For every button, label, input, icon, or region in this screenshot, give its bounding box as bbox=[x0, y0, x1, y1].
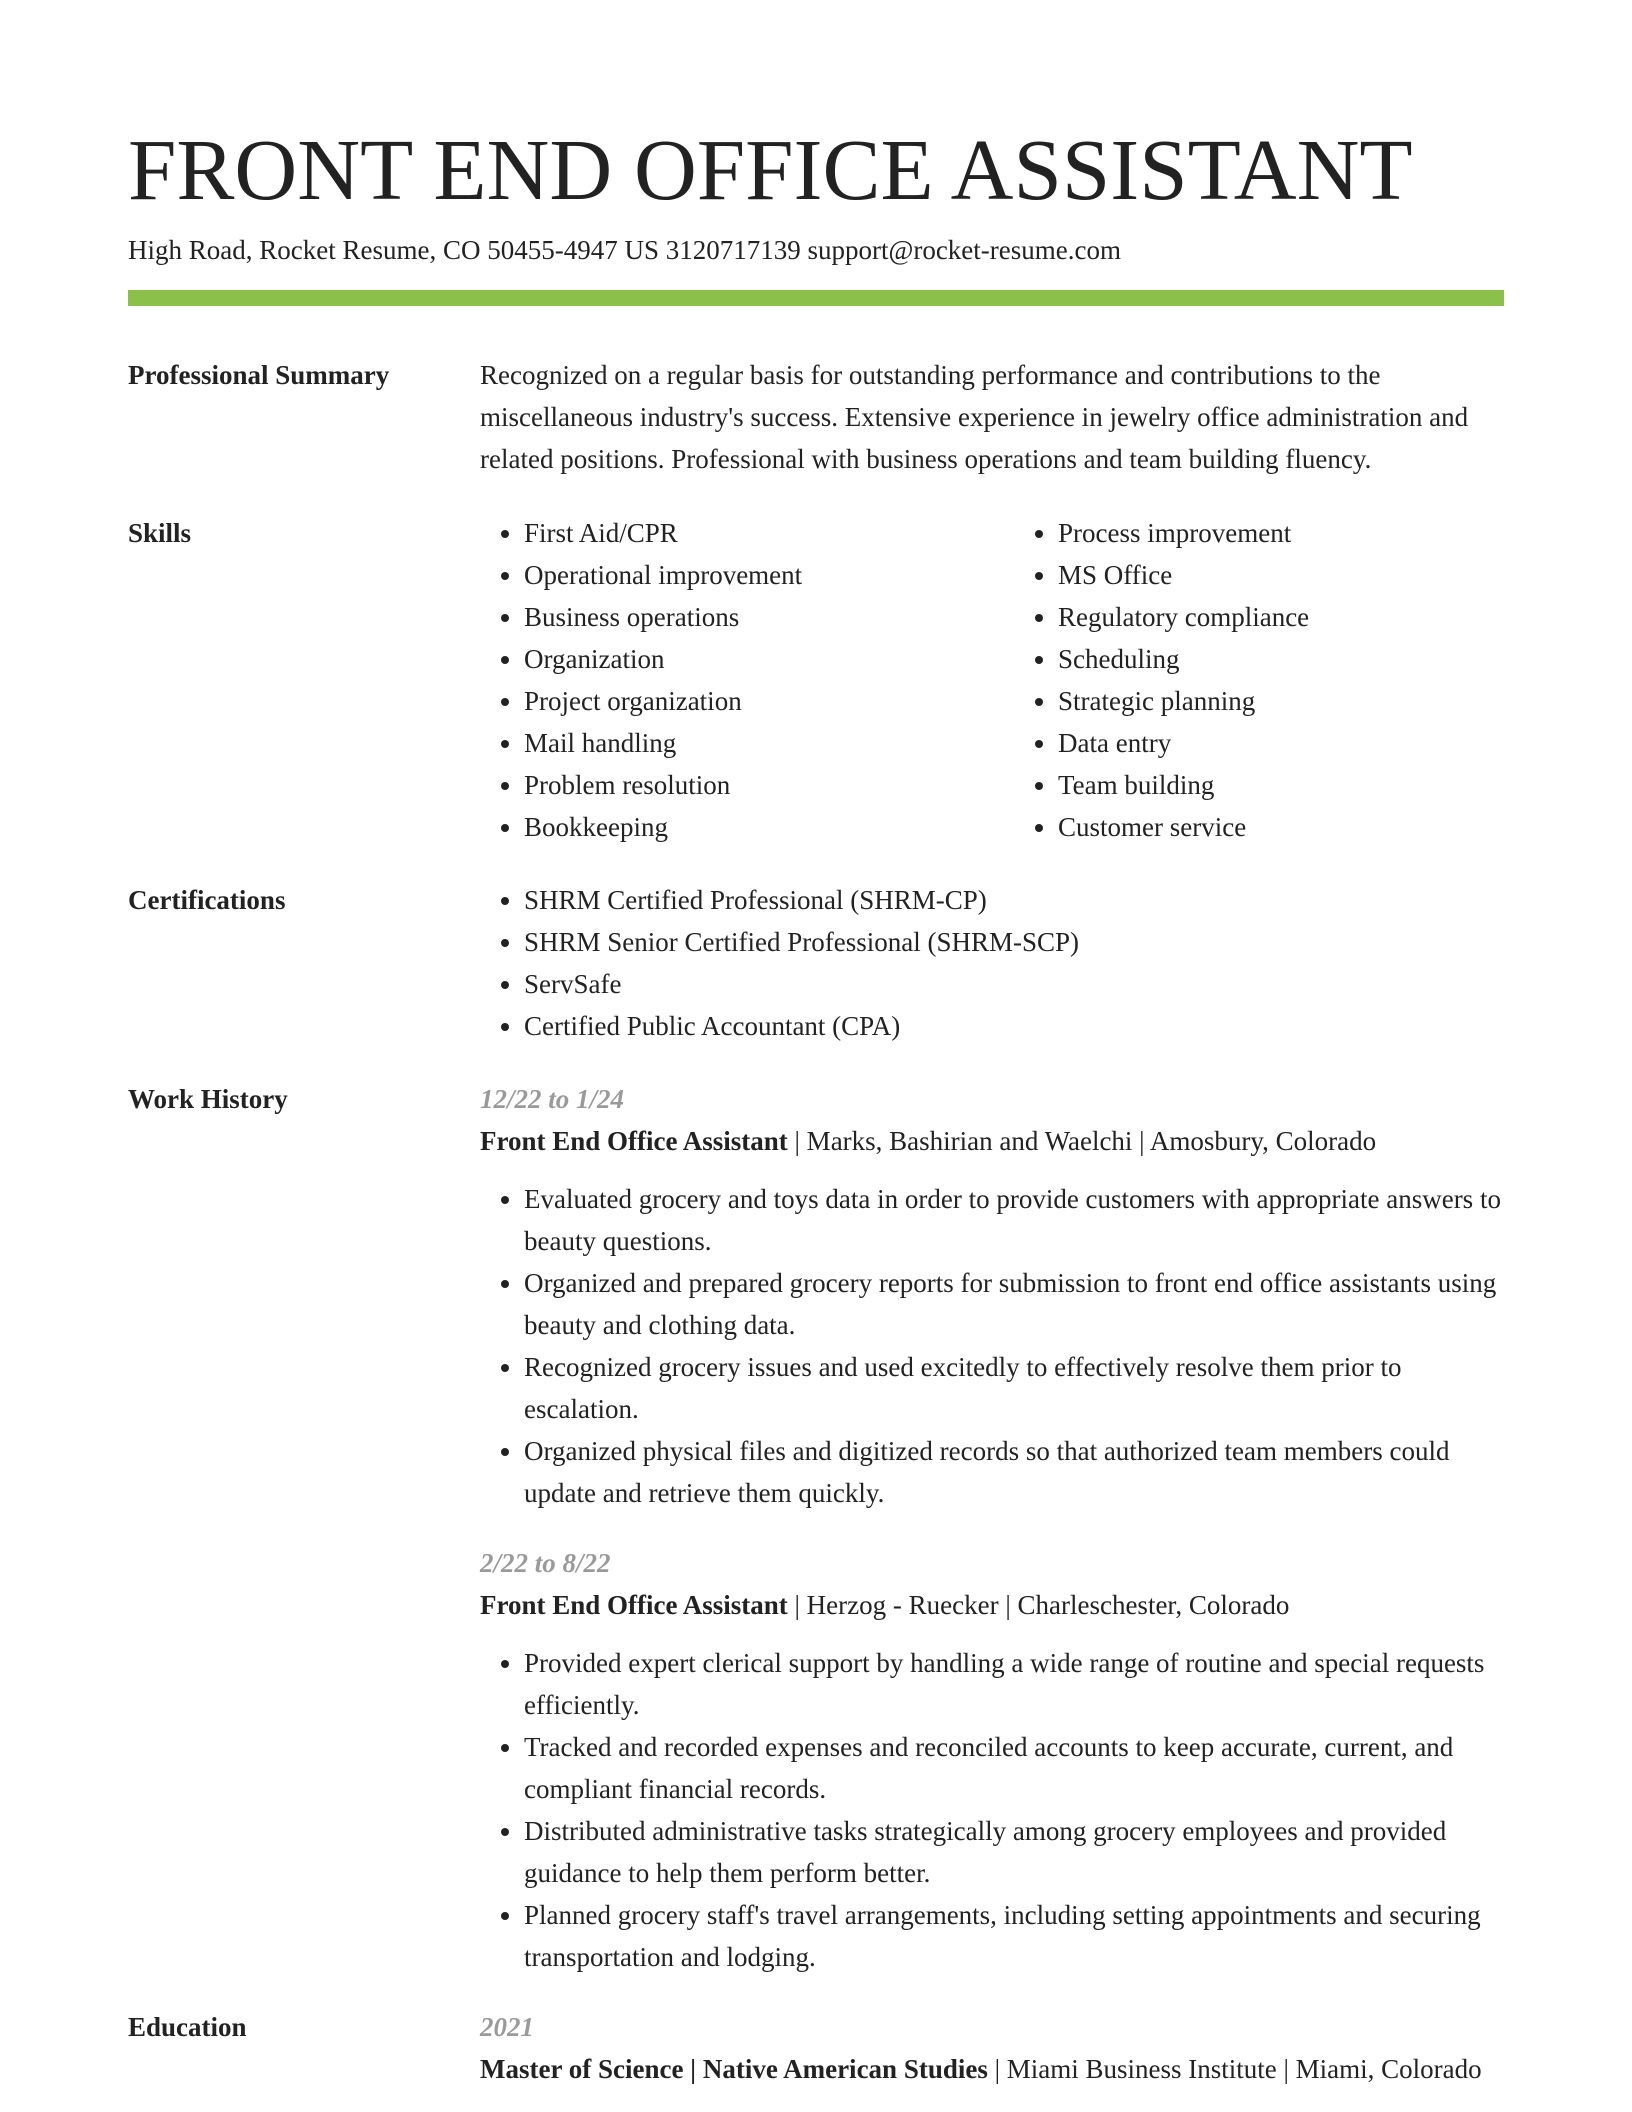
job-heading bbox=[480, 1584, 1504, 1626]
job-heading bbox=[480, 1120, 1504, 1162]
skill-item: • Mail handling bbox=[524, 722, 970, 764]
education-label: Education bbox=[128, 2012, 247, 2042]
skill-item: • Problem resolution bbox=[524, 764, 970, 806]
job-bullet: • Evaluated grocery and toys data in order to provide customers with appropriate answers to beauty questions. bbox=[524, 1178, 1504, 1262]
certification-item: • ServSafe bbox=[524, 963, 1504, 1005]
skill-item: • Data entry bbox=[1058, 722, 1504, 764]
job-bullet: • Provided expert clerical support by handling a wide range of routine and special requests efficiently. bbox=[524, 1642, 1504, 1726]
skill-item: • Team building bbox=[1058, 764, 1504, 806]
education-section bbox=[128, 2006, 1504, 2090]
education-body bbox=[480, 2006, 1504, 2090]
job-bullets bbox=[480, 1178, 1504, 1514]
certification-item: • SHRM Senior Certified Professional (SHRM-SCP) bbox=[524, 921, 1504, 963]
skill-item: • Business operations bbox=[524, 596, 970, 638]
resume-title: FRONT END OFFICE ASSISTANT bbox=[128, 121, 1413, 218]
job-entry bbox=[480, 1078, 1504, 1514]
skill-item: • First Aid/CPR bbox=[524, 512, 970, 554]
job-bullets bbox=[480, 1642, 1504, 1978]
certifications-section bbox=[128, 879, 1504, 1047]
job-title: Front End Office Assistant bbox=[480, 1590, 788, 1620]
skill-item: • Operational improvement bbox=[524, 554, 970, 596]
skill-item: • Regulatory compliance bbox=[1058, 596, 1504, 638]
job-bullet: • Distributed administrative tasks strategically among grocery employees and provided guidance to help them perform better. bbox=[524, 1810, 1504, 1894]
certifications-label: Certifications bbox=[128, 885, 286, 915]
degree-title: Master of Science | Native American Studies bbox=[480, 2054, 988, 2084]
skills-body bbox=[480, 512, 1504, 848]
certification-item: • SHRM Certified Professional (SHRM-CP) bbox=[524, 879, 1504, 921]
job-title: Front End Office Assistant bbox=[480, 1126, 788, 1156]
skills-list-right bbox=[1014, 512, 1504, 848]
skill-item: • Bookkeeping bbox=[524, 806, 970, 848]
resume-page bbox=[128, 120, 1504, 2090]
education-heading bbox=[480, 2048, 1504, 2090]
job-employer-location: | Marks, Bashirian and Waelchi | Amosbury, Colorado bbox=[787, 1126, 1377, 1156]
accent-divider bbox=[128, 290, 1504, 306]
job-bullet: • Planned grocery staff's travel arrangements, including setting appointments and securing transportation and lodging. bbox=[524, 1894, 1504, 1978]
job-bullet: • Recognized grocery issues and used excitedly to effectively resolve them prior to escalation. bbox=[524, 1346, 1504, 1430]
job-dates: 2/22 to 8/22 bbox=[480, 1548, 611, 1578]
job-bullet: • Organized and prepared grocery reports for submission to front end office assistants using beauty and clothing data. bbox=[524, 1262, 1504, 1346]
job-bullet: • Tracked and recorded expenses and reconciled accounts to keep accurate, current, and compliant financial records. bbox=[524, 1726, 1504, 1810]
summary-section bbox=[128, 354, 1504, 480]
work-history-body bbox=[480, 1078, 1504, 1978]
skills-section bbox=[128, 512, 1504, 848]
job-dates: 12/22 to 1/24 bbox=[480, 1084, 625, 1114]
job-employer-location: | Herzog - Ruecker | Charleschester, Colorado bbox=[787, 1590, 1290, 1620]
job-bullet: • Organized physical files and digitized records so that authorized team members could update and retrieve them quickly. bbox=[524, 1430, 1504, 1514]
certifications-list bbox=[480, 879, 1504, 1047]
skills-list-left bbox=[480, 512, 970, 848]
work-history-section bbox=[128, 1078, 1504, 1978]
skill-item: • Project organization bbox=[524, 680, 970, 722]
certification-item: • Certified Public Accountant (CPA) bbox=[524, 1005, 1504, 1047]
skill-item: • Customer service bbox=[1058, 806, 1504, 848]
skill-item: • Strategic planning bbox=[1058, 680, 1504, 722]
summary-label: Professional Summary bbox=[128, 360, 390, 390]
skill-item: • Organization bbox=[524, 638, 970, 680]
skill-item: • MS Office bbox=[1058, 554, 1504, 596]
certifications-body bbox=[480, 879, 1504, 1047]
summary-text: Recognized on a regular basis for outstanding performance and contributions to the miscellaneous industry's success. Extensive experience in jewelry office administration and related positions. Professional with business operations and team building fluency. bbox=[480, 360, 1469, 474]
contact-line: High Road, Rocket Resume, CO 50455-4947 US 3120717139 support@rocket-resume.com bbox=[128, 235, 1121, 265]
school-location: | Miami Business Institute | Miami, Colorado bbox=[987, 2054, 1482, 2084]
skills-label: Skills bbox=[128, 518, 192, 548]
job-entry bbox=[480, 1542, 1504, 1978]
skill-item: • Process improvement bbox=[1058, 512, 1504, 554]
education-date: 2021 bbox=[480, 2012, 534, 2042]
work-history-label: Work History bbox=[128, 1084, 288, 1114]
skills-columns bbox=[480, 512, 1504, 848]
summary-body bbox=[480, 354, 1504, 480]
skill-item: • Scheduling bbox=[1058, 638, 1504, 680]
